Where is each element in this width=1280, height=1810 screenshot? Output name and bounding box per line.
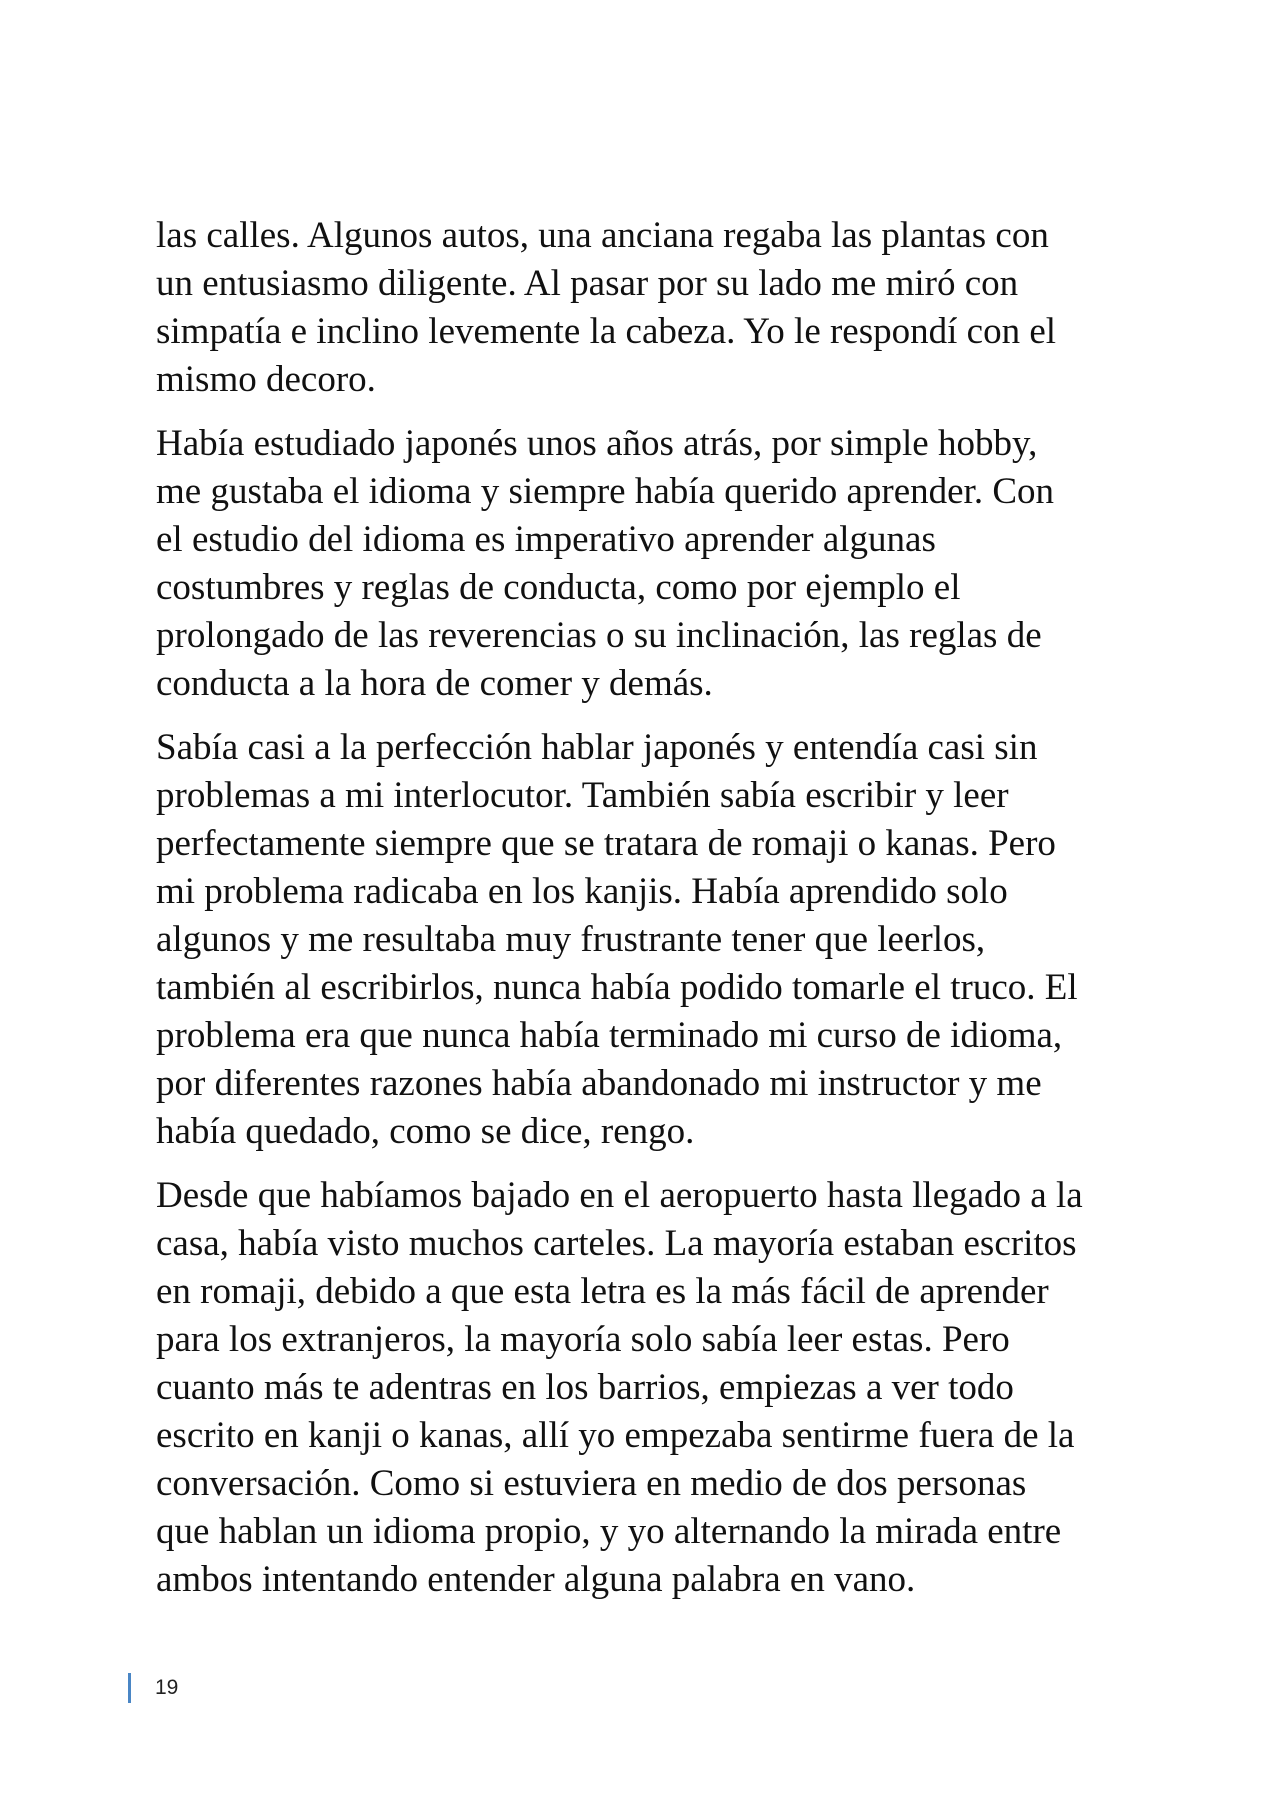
text-line: escrito en kanji o kanas, allí yo empezaba sentirme fuera de la bbox=[156, 1415, 1075, 1456]
text-line: que hablan un idioma propio, y yo alternando la mirada entre bbox=[156, 1511, 1062, 1552]
text-line: un entusiasmo diligente. Al pasar por su lado me miró con bbox=[156, 263, 1019, 304]
page-number: 19 bbox=[155, 1676, 179, 1699]
text-line: simpatía e inclino levemente la cabeza. Yo le respondí con el bbox=[156, 311, 1057, 352]
page-footer bbox=[128, 1672, 178, 1704]
paragraph-4 bbox=[156, 1172, 1156, 1604]
text-line: había quedado, como se dice, rengo. bbox=[156, 1111, 695, 1152]
text-line: mismo decoro. bbox=[156, 359, 376, 400]
text-line: el estudio del idioma es imperativo aprender algunas bbox=[156, 519, 936, 560]
text-line: prolongado de las reverencias o su inclinación, las reglas de bbox=[156, 615, 1042, 656]
paragraph-1 bbox=[156, 212, 1156, 404]
text-line: Había estudiado japonés unos años atrás, por simple hobby, bbox=[156, 423, 1038, 464]
footer-accent-bar bbox=[128, 1673, 131, 1703]
text-line: Sabía casi a la perfección hablar japonés y entendía casi sin bbox=[156, 727, 1038, 768]
text-line: cuanto más te adentras en los barrios, empiezas a ver todo bbox=[156, 1367, 1014, 1408]
text-line: las calles. Algunos autos, una anciana regaba las plantas con bbox=[156, 215, 1049, 256]
text-line: en romaji, debido a que esta letra es la más fácil de aprender bbox=[156, 1271, 1049, 1312]
text-line: ambos intentando entender alguna palabra en vano. bbox=[156, 1559, 916, 1600]
text-line: conversación. Como si estuviera en medio de dos personas bbox=[156, 1463, 1027, 1504]
paragraph-3 bbox=[156, 724, 1156, 1156]
paragraph-2 bbox=[156, 420, 1156, 708]
text-line: también al escribirlos, nunca había podido tomarle el truco. El bbox=[156, 967, 1078, 1008]
text-line: Desde que habíamos bajado en el aeropuerto hasta llegado a la bbox=[156, 1175, 1083, 1216]
text-line: me gustaba el idioma y siempre había querido aprender. Con bbox=[156, 471, 1055, 512]
text-line: costumbres y reglas de conducta, como por ejemplo el bbox=[156, 567, 961, 608]
text-line: conducta a la hora de comer y demás. bbox=[156, 663, 713, 704]
text-line: para los extranjeros, la mayoría solo sabía leer estas. Pero bbox=[156, 1319, 1010, 1360]
body-text bbox=[156, 212, 1156, 1620]
text-line: mi problema radicaba en los kanjis. Había aprendido solo bbox=[156, 871, 1008, 912]
text-line: casa, había visto muchos carteles. La mayoría estaban escritos bbox=[156, 1223, 1077, 1264]
text-line: problema era que nunca había terminado mi curso de idioma, bbox=[156, 1015, 1063, 1056]
text-line: algunos y me resultaba muy frustrante tener que leerlos, bbox=[156, 919, 986, 960]
text-line: por diferentes razones había abandonado mi instructor y me bbox=[156, 1063, 1042, 1104]
text-line: problemas a mi interlocutor. También sabía escribir y leer bbox=[156, 775, 1009, 816]
text-line: perfectamente siempre que se tratara de romaji o kanas. Pero bbox=[156, 823, 1056, 864]
